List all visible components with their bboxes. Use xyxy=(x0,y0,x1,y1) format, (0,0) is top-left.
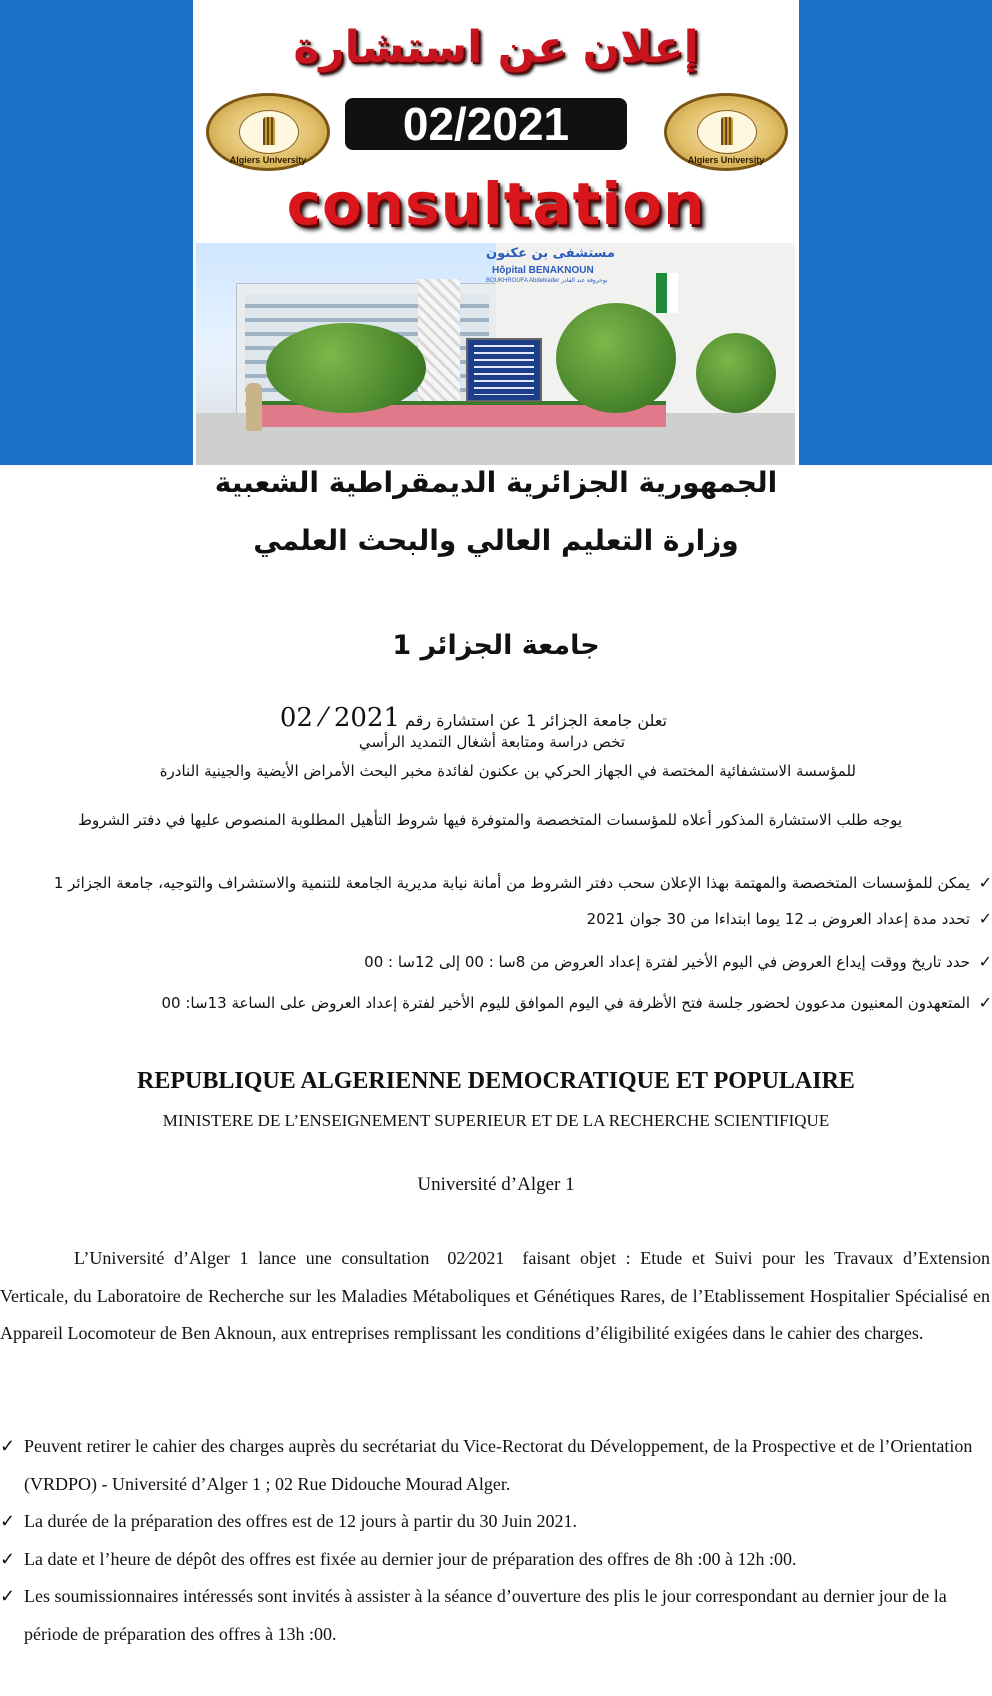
french-announcement-paragraph xyxy=(0,1240,990,1353)
hospital-sign-arabic: مستشفى بن عكنون xyxy=(486,246,615,261)
arabic-bullet-item xyxy=(12,873,992,892)
french-university-heading: Université d’Alger 1 xyxy=(417,1174,575,1195)
tree-icon xyxy=(696,333,776,413)
check-icon: ✓ xyxy=(978,952,992,971)
logo-caption: Algiers University xyxy=(687,155,765,165)
pedestrian xyxy=(246,383,262,431)
header-banner xyxy=(0,0,992,465)
logo-emblem xyxy=(239,110,299,154)
arabic-bullet-text: المتعهدون المعنيون مدعوون لحضور جلسة فتح الأظرفة في اليوم الموافق لليوم الأخير لفترة إعداد العروض على الساعة 13سا: 00 xyxy=(161,994,970,1012)
tree-icon xyxy=(266,323,426,413)
university-logo-right xyxy=(664,93,788,171)
french-list-item xyxy=(0,1428,990,1503)
blue-side-panel-left xyxy=(0,0,193,465)
arabic-bullet-item xyxy=(12,993,992,1012)
palm-tree-icon xyxy=(263,117,275,145)
arabic-bullet-item xyxy=(12,909,992,928)
arabic-bullet-text: يمكن للمؤسسات المتخصصة والمهتمة بهذا الإعلان سحب دفتر الشروط من أمانة نيابة مديرية الجامعة للتنمية والاستشراف والتوجيه، جامعة الجزائر 1 xyxy=(53,874,970,892)
french-item-text: Peuvent retirer le cahier des charges auprès du secrétariat du Vice-Rectorat du Développement, de la Prospective et de l’Orientation (VRDPO) - Université d’Alger 1 ; 02 Rue Didouche Mourad Alger. xyxy=(24,1436,973,1494)
banner-title-french: consultation xyxy=(286,170,706,238)
french-item-text: La date et l’heure de dépôt des offres est fixée au dernier jour de préparation des offres de 8h :00 à 12h :00. xyxy=(24,1548,797,1569)
arabic-bullet-item xyxy=(12,952,992,971)
hospital-sign-french: Hôpital BENAKNOUN xyxy=(492,265,594,276)
blue-side-panel-right xyxy=(799,0,992,465)
consultation-reference-box: 02/2021 xyxy=(345,98,627,150)
arabic-bullet-text: تحدد مدة إعداد العروض بـ 12 يوما ابتداءا من 30 جوان 2021 xyxy=(586,910,970,928)
check-icon: ✓ xyxy=(0,1548,16,1569)
logo-caption: Algiers University xyxy=(229,155,307,165)
check-icon: ✓ xyxy=(0,1586,16,1606)
lattice-wall xyxy=(418,279,460,409)
arabic-republic-heading: الجمهورية الجزائرية الديمقراطية الشعبية xyxy=(214,466,778,499)
directory-board xyxy=(466,338,542,402)
french-reference-number: 02⁄2021 xyxy=(447,1248,505,1268)
logo-emblem xyxy=(697,110,757,154)
arabic-subject-line: تخص دراسة ومتابعة أشغال التمديد الرأسي xyxy=(358,733,625,751)
french-list-item xyxy=(0,1503,990,1541)
french-announcement-rest: faisant objet : Etude et Suivi pour les Travaux d’Extension Verticale, du Laboratoire de Recherche sur les Maladies Métaboliques et Génétiques Rares, de l’Etablissement Hospitalier Spécialisé en Appareil Locomoteur de Ben Aknoun, aux entreprises remplissant les conditions d’éligibilité exigées dans le cahier des charges. xyxy=(0,1248,990,1343)
french-ministry-heading: MINISTERE DE L’ENSEIGNEMENT SUPERIEUR ET DE LA RECHERCHE SCIENTIFIQUE xyxy=(162,1111,830,1130)
check-icon: ✓ xyxy=(0,1511,16,1531)
arabic-announcement-text: تعلن جامعة الجزائر 1 عن استشارة رقم xyxy=(405,711,667,730)
check-icon: ✓ xyxy=(0,1436,16,1456)
arabic-ministry-heading: وزارة التعليم العالي والبحث العلمي xyxy=(253,524,739,557)
check-icon: ✓ xyxy=(978,993,992,1012)
university-logo-left xyxy=(206,93,330,171)
banner-title-arabic: إعلان عن استشارة xyxy=(293,22,699,73)
french-announcement-start: L’Université d’Alger 1 lance une consultation xyxy=(74,1248,430,1268)
french-conditions-list xyxy=(0,1428,990,1653)
arabic-announcement-line xyxy=(280,703,667,733)
arabic-beneficiary-line: للمؤسسة الاستشفائية المختصة في الجهاز الحركي بن عكنون لفائدة مخبر البحث الأمراض الأيضية والجينية النادرة xyxy=(159,762,856,780)
banner-center xyxy=(193,0,799,465)
french-item-text: Les soumissionnaires intéressés sont invités à assister à la séance d’ouverture des plis le jour correspondant au dernier jour de la période de préparation des offres à 13h :00. xyxy=(24,1586,947,1644)
arabic-university-heading: جامعة الجزائر 1 xyxy=(392,630,600,661)
arabic-eligibility-line: يوجه طلب الاستشارة المذكور أعلاه للمؤسسات المتخصصة والمتوفرة فيها شروط التأهيل المطلوبة المنصوص عليها في دفتر الشروط xyxy=(78,811,902,829)
french-item-text: La durée de la préparation des offres est de 12 jours à partir du 30 Juin 2021. xyxy=(24,1511,577,1531)
tree-icon xyxy=(556,303,676,413)
hospital-photo xyxy=(196,243,795,465)
hospital-sign-subtitle: BOUKHROUFA Abdelkader بوخروفة عبد القادر xyxy=(486,278,608,284)
check-icon: ✓ xyxy=(978,909,992,928)
arabic-bullet-text: حدد تاريخ ووقت إيداع العروض في اليوم الأخير لفترة إعداد العروض من 8سا : 00 إلى 12سا : 00 xyxy=(364,953,970,971)
palm-tree-icon xyxy=(721,117,733,145)
french-list-item xyxy=(0,1541,990,1579)
check-icon: ✓ xyxy=(978,873,992,892)
french-republic-heading: REPUBLIQUE ALGERIENNE DEMOCRATIQUE ET POPULAIRE xyxy=(137,1068,855,1094)
arabic-reference-number: 2021 ⁄ 02 xyxy=(279,703,401,733)
french-list-item xyxy=(0,1578,990,1653)
flag-icon xyxy=(656,273,678,313)
